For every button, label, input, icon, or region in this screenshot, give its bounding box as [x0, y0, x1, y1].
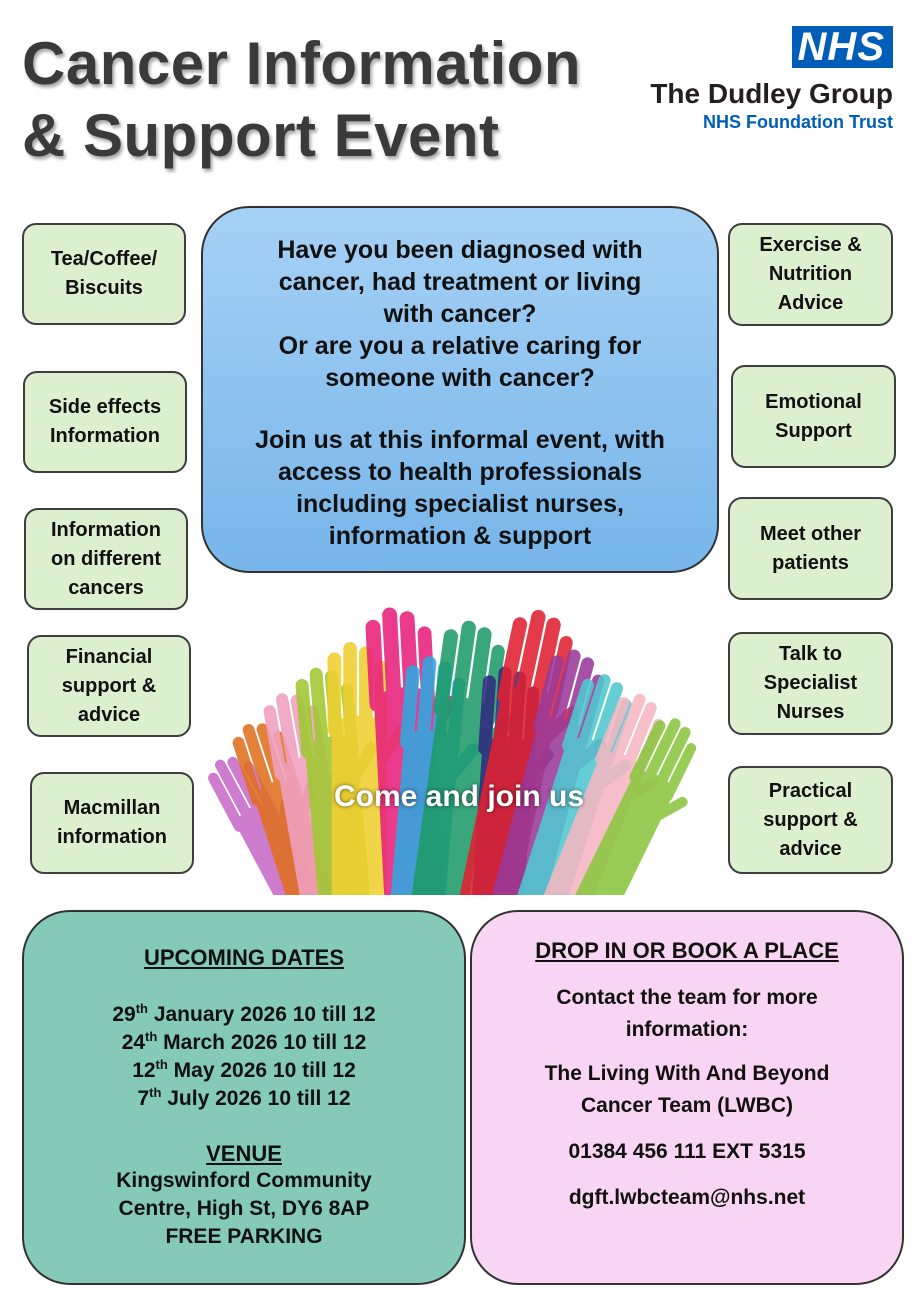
feature-box-label: Meet other patients: [759, 522, 862, 574]
title-line-2: & Support Event: [22, 102, 500, 169]
nhs-group-name: The Dudley Group: [650, 78, 893, 109]
info-question: Have you been diagnosed with cancer, had treatment or living with cancer? Or are you a relative caring for someone with cancer?: [277, 236, 643, 392]
hands-caption: Come and join us: [333, 780, 585, 813]
venue-line: Centre, High St, DY6 8AP: [118, 1197, 370, 1220]
email-address[interactable]: dgft.lwbcteam@nhs.net: [568, 1186, 806, 1209]
feature-box-different-cancers: [24, 508, 188, 610]
upcoming-dates-box: [22, 910, 466, 1285]
nhs-trust-name: NHS Foundation Trust: [703, 112, 893, 132]
feature-box-label: Financial support & advice: [61, 645, 157, 726]
feature-box-exercise-nutrition: [728, 223, 893, 326]
phone-number[interactable]: 01384 456 111 EXT 5315: [568, 1140, 806, 1163]
venue-details: [24, 1167, 464, 1251]
venue-heading: VENUE: [206, 1141, 282, 1166]
venue-line: Kingswinford Community: [116, 1169, 372, 1192]
feature-box-label: Emotional Support: [765, 390, 862, 442]
feature-box-meet-patients: [728, 497, 893, 600]
dates-heading: UPCOMING DATES: [143, 945, 345, 970]
parking-note: FREE PARKING: [165, 1225, 323, 1248]
team-name: The Living With And Beyond Cancer Team (LWBC): [544, 1062, 830, 1117]
feature-box-tea-coffee: [22, 223, 186, 325]
date-item: 12th May 2026 10 till 12: [132, 1057, 356, 1082]
title-line-1: Cancer Information: [22, 30, 582, 97]
raised-hands-illustration: [194, 582, 724, 895]
feature-box-label: Talk to Specialist Nurses: [763, 643, 858, 723]
feature-box-label: Tea/Coffee/ Biscuits: [50, 248, 158, 299]
nhs-badge: NHS: [792, 26, 893, 68]
feature-box-emotional-support: [731, 365, 896, 468]
contact-intro: Contact the team for more information:: [556, 986, 818, 1041]
feature-box-label: Information on different cancers: [51, 518, 161, 599]
feature-box-label: Practical support & advice: [763, 779, 858, 860]
info-box: [201, 206, 719, 573]
feature-box-practical-support: [728, 766, 893, 874]
date-item: 7th July 2026 10 till 12: [137, 1085, 351, 1110]
info-invitation: Join us at this informal event, with access to health professionals including specialist nurses, information & support: [255, 426, 665, 550]
date-item: 29th January 2026 10 till 12: [112, 1001, 376, 1026]
raised-hands-graphic: [194, 582, 724, 895]
dates-list: [24, 1001, 464, 1113]
feature-box-label: Exercise & Nutrition Advice: [759, 234, 862, 314]
feature-box-label: Macmillan information: [57, 797, 167, 848]
feature-box-financial-support: [27, 635, 191, 737]
nhs-logo: [650, 26, 893, 133]
contact-box: [470, 910, 904, 1285]
contact-heading: DROP IN OR BOOK A PLACE: [535, 938, 839, 963]
date-item: 24th March 2026 10 till 12: [121, 1029, 367, 1054]
feature-box-label: Side effects Information: [48, 396, 162, 447]
feature-box-specialist-nurses: [728, 632, 893, 735]
feature-box-side-effects: [23, 371, 187, 473]
feature-box-macmillan: [30, 772, 194, 874]
event-title: [22, 28, 581, 172]
